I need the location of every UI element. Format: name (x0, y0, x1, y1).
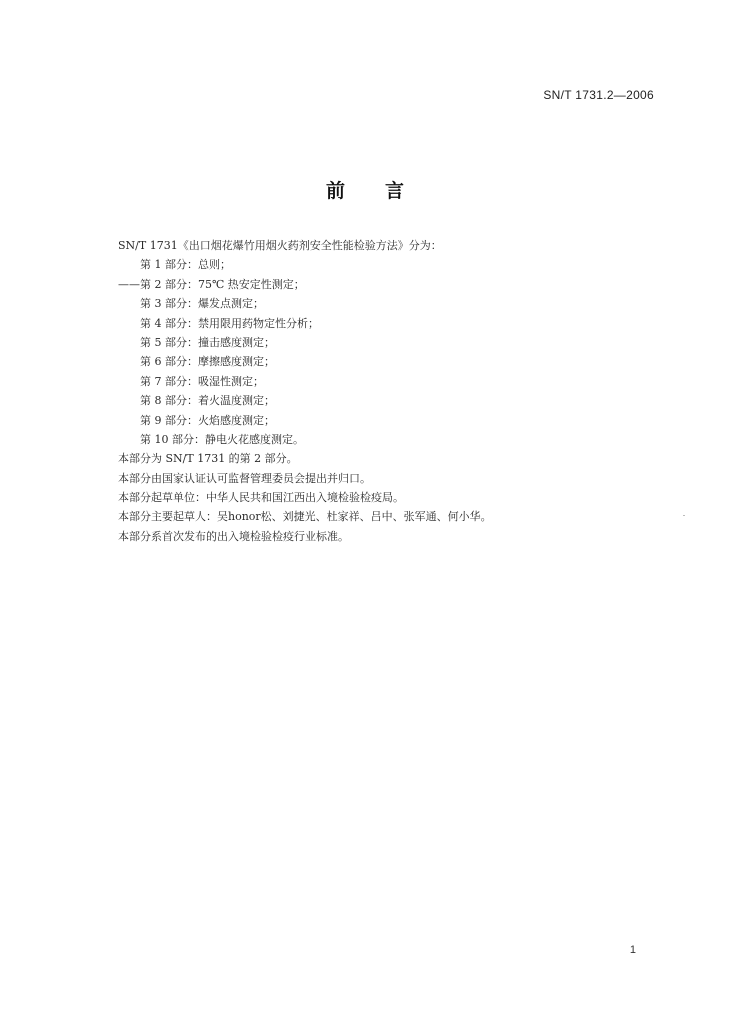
part-item: 第 5 部分：撞击感度测定； (140, 335, 275, 349)
paragraph: 本部分由国家认证认可监督管理委员会提出并归口。 (118, 471, 371, 485)
part-item: 第 3 部分：爆发点测定； (140, 297, 264, 311)
paragraph: 本部分起草单位：中华人民共和国江西出入境检验检疫局。 (118, 491, 404, 505)
intro-line: SN/T 1731《出口烟花爆竹用烟火药剂安全性能检验方法》分为： (118, 239, 442, 252)
paragraph: 本部分系首次发布的出入境检验检疫行业标准。 (118, 529, 349, 543)
paragraph: 本部分主要起草人：吴honor松、刘捷光、杜家祥、吕中、张军通、何小华。 (118, 510, 492, 524)
part-item: 第 1 部分：总则； (140, 258, 231, 272)
part-item: 第 7 部分：吸湿性测定； (140, 374, 264, 388)
part-item: 第 8 部分：着火温度测定； (140, 394, 275, 408)
part-item: ——第 2 部分：75℃ 热安定性测定； (118, 277, 305, 291)
part-item: 第 6 部分：摩擦感度测定； (140, 355, 275, 369)
standard-code: SN/T 1731.2—2006 (543, 88, 654, 102)
foreword-body (118, 236, 678, 546)
scan-speck (683, 515, 685, 516)
part-item: 第 4 部分：禁用限用药物定性分析； (140, 316, 319, 330)
part-item: 第 9 部分：火焰感度测定； (140, 413, 275, 427)
page-title: 前言 (325, 180, 444, 202)
page-number: 1 (629, 944, 636, 956)
part-item: 第 10 部分：静电火花感度测定。 (140, 432, 304, 446)
paragraph: 本部分为 SN/T 1731 的第 2 部分。 (118, 452, 298, 466)
